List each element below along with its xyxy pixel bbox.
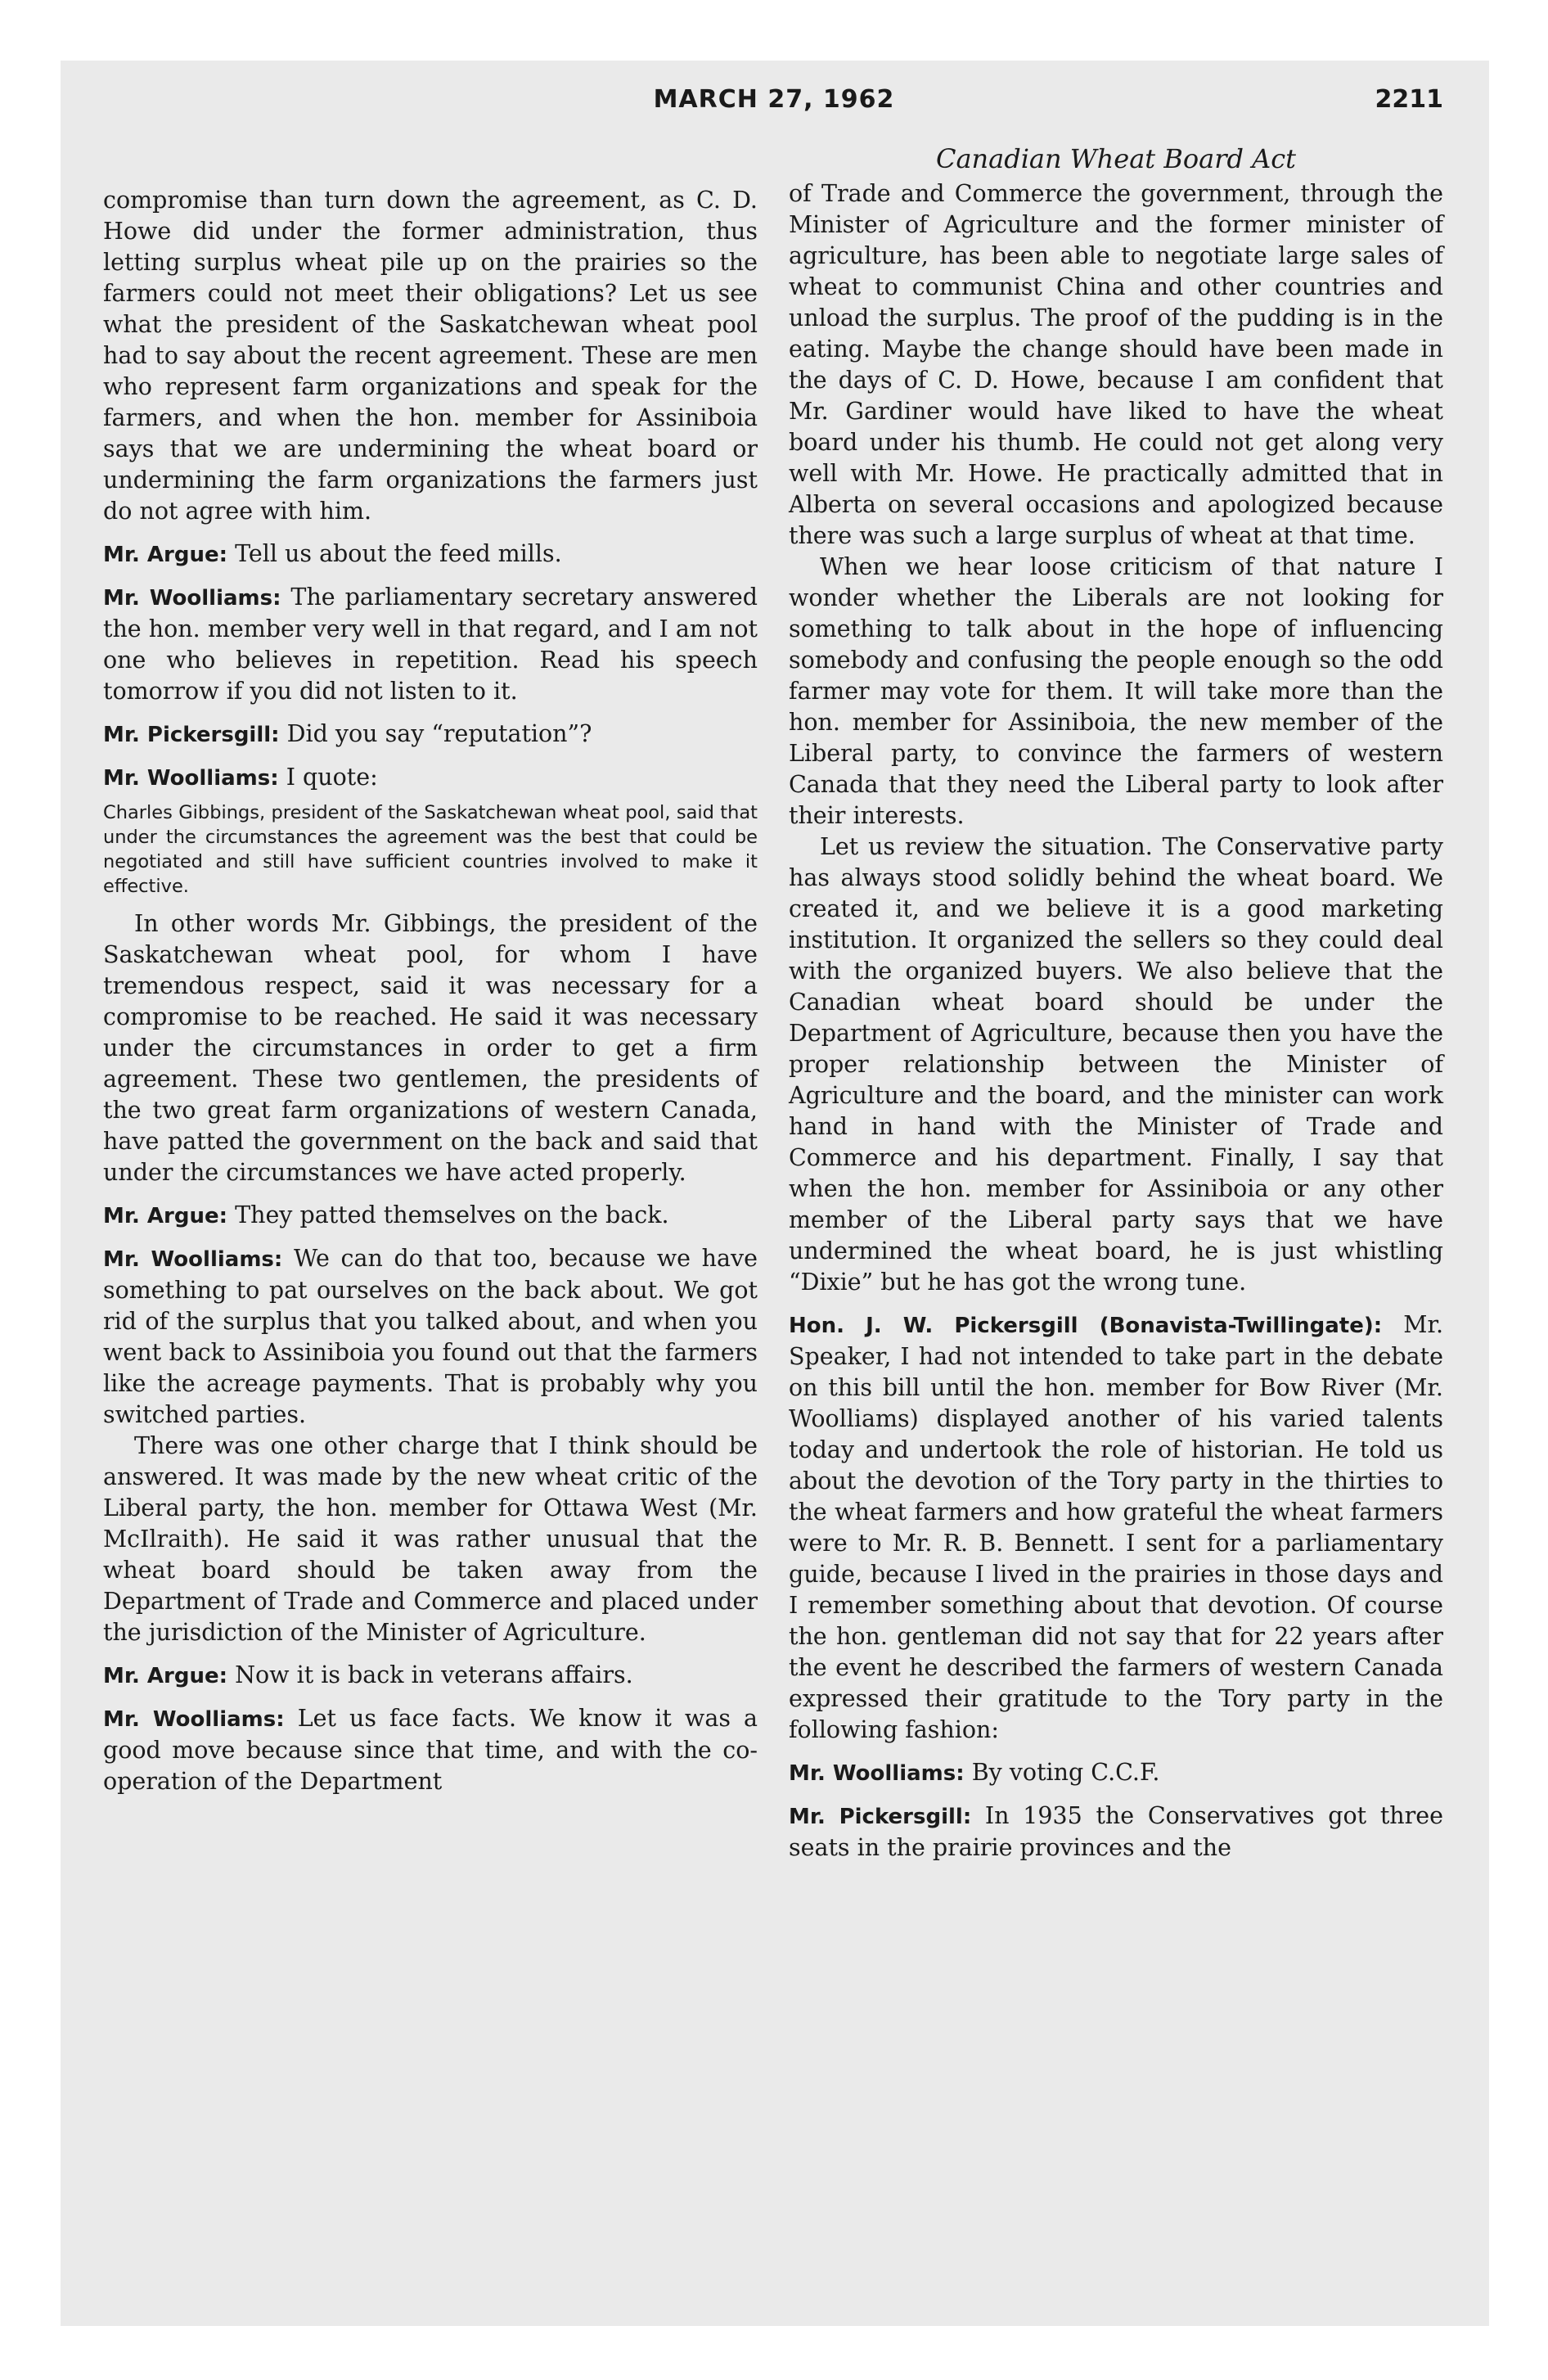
speech-text: The parliamentary secretary answered the hon. member very well in that regard, and I am not one who believes in repetition. Read his speech tomorrow if you did not listen to it. [103, 584, 758, 705]
speaker-name: Mr. Pickersgill: [789, 1805, 972, 1829]
speaker-name: Mr. Woolliams: [789, 1761, 965, 1786]
paragraph: compromise than turn down the agreement, as C. D. Howe did under the former administration, thus letting surplus wheat pile up on the prairies so the farmers could not meet their obligations? Let us see what the president of the Saskatchewan wheat pool had to say about the recent agreement. These are men who represent farm organizations and speak for the farmers, and when the hon. member for Assiniboia says that we are undermining the wheat board or undermining the farm organizations the farmers just do not agree with him. [103, 187, 758, 525]
speech [789, 1757, 1443, 1789]
speaker-name: Hon. J. W. Pickersgill (Bonavista-Twillingate): [789, 1314, 1383, 1338]
paragraph: Let us review the situation. The Conservative party has always stood solidly behind the wheat board. We created it, and we believe it is a good marketing institution. It organized the sellers so they could deal with the organized buyers. We also believe that the Canadian wheat board should be under the Department of Agriculture, because then you have the proper relationship between the Minister of Agriculture and the board, and the minister can work hand in hand with the Minister of Trade and Commerce and his department. Finally, I say that when the hon. member for Assiniboia or any other member of the Liberal party says that we have undermined the wheat board, he is just whistling “Dixie” but he has got the wrong tune. [789, 833, 1443, 1296]
speech [103, 719, 758, 751]
speaker-name: Mr. Woolliams: [103, 586, 281, 611]
speech-text: We can do that too, because we have something to pat ourselves on the back about. We got rid of the surplus that you talked about, and when you went back to Assiniboia you found out that the farmers like the acreage payments. That is probably why you switched parties. [103, 1245, 758, 1428]
speech [103, 539, 758, 570]
speaker-name: Mr. Woolliams: [103, 1707, 285, 1732]
section-title: Canadian Wheat Board Act [935, 143, 1297, 174]
speech-text: Mr. Speaker, I had not intended to take part in the debate on this bill until the hon. member for Bow River (Mr. Woolliams) displayed another of his varied talents today and undertook the role of historian. He told us about the devotion of the Tory party in the thirties to the wheat farmers and how grateful the wheat farmers were to Mr. R. B. Bennett. I sent for a parliamentary guide, because I lived in the prairies in those days and I remember something about that devotion. Of course the hon. gentleman did not say that for 22 years after the event he described the farmers of western Canada expressed their gratitude to the Tory party in the following fashion: [789, 1311, 1444, 1743]
page-number: 2211 [1375, 85, 1443, 114]
speech [103, 582, 758, 707]
speech-text: Did you say “reputation”? [279, 720, 592, 747]
speech-text: Tell us about the feed mills. [227, 540, 562, 567]
speech [789, 1309, 1443, 1746]
speaker-name: Mr. Argue: [103, 543, 228, 567]
speech [789, 1801, 1443, 1864]
block-quote: Charles Gibbings, president of the Saskatchewan wheat pool, said that under the circumstances the agreement was the best that could be negotiated and still have sufficient countries involved to make it effective. [103, 802, 758, 897]
speech [103, 762, 758, 794]
paragraph: of Trade and Commerce the government, through the Minister of Agriculture and the former minister of agriculture, has been able to negotiate large sales of wheat to communist China and other countries and unload the surplus. The proof of the pudding is in the eating. Maybe the change should have been made in the days of C. D. Howe, because I am confident that Mr. Gardiner would have liked to have the wheat board under his thumb. He could not get along very well with Mr. Howe. He practically admitted that in Alberta on several occasions and apologized because there was such a large surplus of wheat at that time. [789, 180, 1443, 549]
right-column [789, 178, 1443, 1864]
speaker-name: Mr. Woolliams: [103, 1247, 283, 1272]
speech [103, 1703, 758, 1797]
paragraph: In other words Mr. Gibbings, the president of the Saskatchewan wheat pool, for whom I have tremendous respect, said it was necessary for a compromise to be reached. He said it was necessary under the circumstances in order to get a firm agreement. These two gentlemen, the presidents of the two great farm organizations of western Canada, have patted the government on the back and said that under the circumstances we have acted properly. [103, 910, 758, 1186]
speech [103, 1243, 758, 1431]
speech-text: Now it is back in veterans affairs. [227, 1661, 633, 1688]
speech-text: By voting C.C.F. [964, 1759, 1160, 1786]
paragraph: When we hear loose criticism of that nature I wonder whether the Liberals are not looking for something to talk about in the hope of influencing somebody and confusing the people enough so the odd farmer may vote for them. It will take more than the hon. member for Assiniboia, the new member of the Liberal party, to convince the farmers of western Canada that they need the Liberal party to look after their interests. [789, 553, 1443, 829]
speaker-name: Mr. Woolliams: [103, 766, 279, 791]
speech-text: Let us face facts. We know it was a good move because since that time, and with the co-operation of the Department [103, 1705, 758, 1795]
paragraph: There was one other charge that I think should be answered. It was made by the new wheat critic of the Liberal party, the hon. member for Ottawa West (Mr. McIlraith). He said it was rather unusual that the wheat board should be taken away from the Department of Trade and Commerce and placed under the jurisdiction of the Minister of Agriculture. [103, 1432, 758, 1646]
speech [103, 1660, 758, 1692]
speech-text: I quote: [278, 764, 378, 791]
speaker-name: Mr. Argue: [103, 1204, 228, 1228]
speaker-name: Mr. Argue: [103, 1664, 228, 1688]
left-column [103, 185, 758, 1797]
speech [103, 1200, 758, 1232]
speech-text: They patted themselves on the back. [227, 1201, 669, 1228]
speech-text: In 1935 the Conservatives got three seats in the prairie provinces and the [789, 1802, 1443, 1861]
page-header [0, 85, 1548, 118]
header-date: MARCH 27, 1962 [653, 85, 895, 114]
speaker-name: Mr. Pickersgill: [103, 723, 280, 747]
